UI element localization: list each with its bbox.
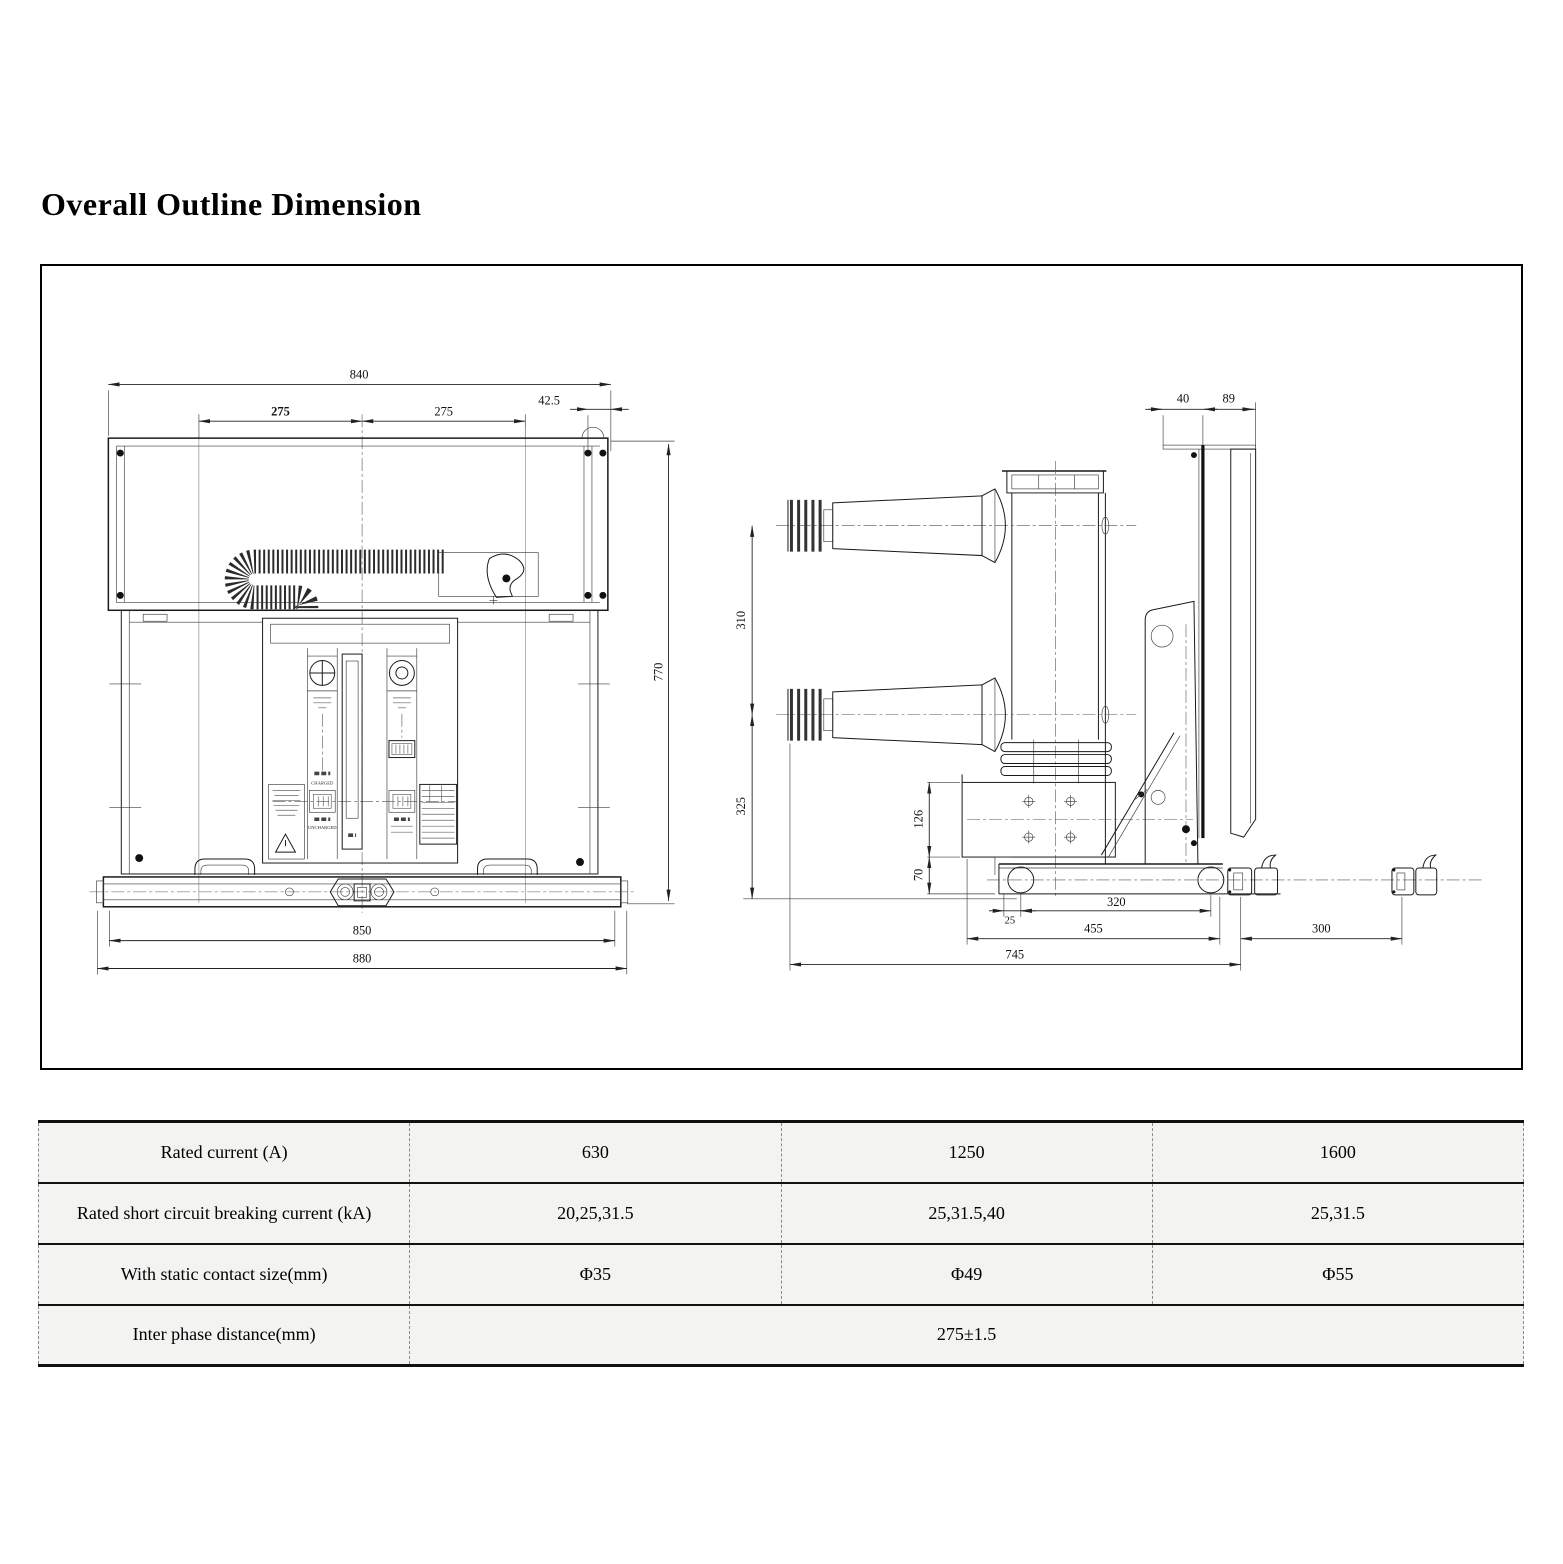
table-row-rated-current (39, 1122, 1524, 1183)
dim-770-label: 770 (651, 662, 666, 682)
corner-bolt (117, 450, 124, 457)
corner-bolt (584, 592, 591, 599)
panel-bolt (1191, 452, 1197, 458)
side-left-dimensions (734, 526, 1017, 899)
front-dimensions (97, 367, 674, 974)
plate-bolt (1064, 795, 1077, 808)
plate-bolt (1022, 795, 1035, 808)
rear-bracket (1392, 855, 1437, 895)
top-frame (108, 427, 608, 610)
latch-assembly (1228, 855, 1278, 895)
table-cell: 630 (410, 1122, 781, 1183)
dim-70-label: 70 (911, 868, 926, 882)
dim-275-right-label: 275 (434, 404, 454, 419)
dim-300-label: 300 (1311, 921, 1331, 936)
lifting-handles (195, 859, 537, 875)
frame-hole (1151, 790, 1165, 804)
row-label: Rated short circuit breaking current (kA) (39, 1183, 410, 1244)
table-cell: 1250 (781, 1122, 1152, 1183)
row-label: Rated current (A) (160, 1141, 288, 1162)
opening-strip (387, 648, 417, 859)
drawing-border (40, 264, 1523, 1070)
corner-bolt (599, 450, 606, 457)
table-row-breaking-current (39, 1183, 1524, 1244)
body-bolt (576, 858, 584, 866)
dim-880-label: 880 (352, 951, 372, 966)
table-cell-merged: 275±1.5 (410, 1305, 1524, 1366)
dim-320-label: 320 (1107, 894, 1126, 909)
corner-bolt (584, 450, 591, 457)
breaker-body (109, 610, 610, 874)
upper-bushing-arm (776, 489, 1136, 563)
pole-top-cap (1007, 471, 1104, 493)
dim-275-left-label: 275 (271, 404, 290, 419)
charging-strip (307, 648, 337, 859)
spec-table (38, 1120, 1524, 1367)
dim-745-label: 745 (1005, 947, 1025, 962)
plate-bolt (1064, 831, 1077, 844)
side-top-dimensions (1145, 391, 1255, 447)
center-window (342, 654, 362, 849)
table-cell: 25,31.5,40 (781, 1183, 1152, 1244)
dim-25-label: 25 (1004, 915, 1016, 927)
support-frame (1101, 601, 1198, 864)
flexible-conduit (237, 562, 444, 611)
chassis (987, 855, 1482, 895)
pole-assembly (1002, 461, 1109, 897)
bellows (1001, 740, 1111, 784)
body-bolt (135, 854, 143, 862)
nameplate (420, 784, 457, 844)
side-view (734, 391, 1481, 970)
table-cell: 1600 (1152, 1122, 1523, 1183)
table-cell: Φ55 (1152, 1244, 1523, 1305)
instruction-label (269, 784, 305, 859)
front-view (89, 367, 674, 974)
charged-label: CHARGED (311, 780, 334, 786)
page-title: Overall Outline Dimension (41, 186, 422, 222)
uncharged-label: UNCHARGED (307, 825, 337, 831)
dim-40-label: 40 (1176, 391, 1190, 406)
dim-840-label: 840 (349, 367, 369, 382)
panel-header (271, 624, 450, 643)
mounting-plate (962, 774, 1193, 857)
row-label: With static contact size(mm) (39, 1244, 410, 1305)
frame-hole (1151, 625, 1173, 647)
dim-850-label: 850 (352, 923, 372, 938)
dim-89-label: 89 (1222, 391, 1235, 406)
table-cell: 20,25,31.5 (410, 1183, 781, 1244)
table-row-contact-size (39, 1244, 1524, 1305)
table-cell: 25,31.5 (1152, 1183, 1523, 1244)
lower-bushing-arm (776, 678, 1136, 752)
table-cell: Φ49 (781, 1244, 1152, 1305)
dim-455-label: 455 (1084, 921, 1103, 936)
panel-bolt (1191, 840, 1197, 846)
side-plate-dimensions (911, 782, 995, 893)
operation-counter (389, 741, 415, 758)
dim-126-label: 126 (911, 809, 926, 829)
corner-bolt (117, 592, 124, 599)
rear-panel (1163, 445, 1256, 846)
dim-310-label: 310 (734, 610, 749, 630)
outline-drawing (42, 266, 1521, 1068)
row-label: Inter phase distance(mm) (39, 1305, 410, 1366)
corner-bolt (599, 592, 606, 599)
table-cell: Φ35 (410, 1244, 781, 1305)
plate-bolt (1022, 831, 1035, 844)
front-panel (263, 618, 458, 863)
table-row-phase-distance (39, 1305, 1524, 1366)
dim-325-label: 325 (734, 796, 749, 816)
opening-knob (389, 661, 414, 686)
dim-42-5-label: 42.5 (538, 393, 561, 408)
interlock-hook (439, 553, 539, 605)
